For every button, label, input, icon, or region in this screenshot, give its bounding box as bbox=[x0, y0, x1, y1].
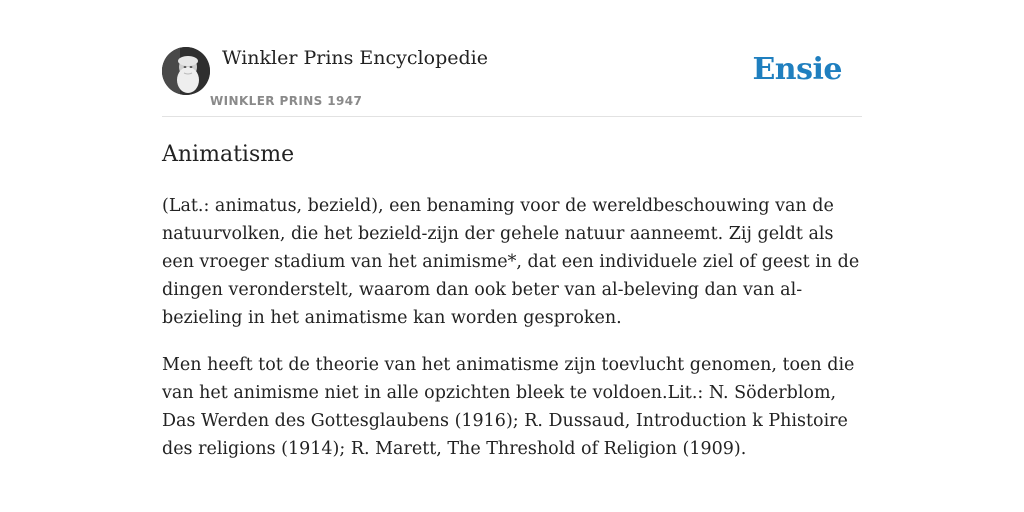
bearded-man-portrait-icon bbox=[162, 47, 210, 95]
article-paragraph: Men heeft tot de theorie van het animatisme zijn toevlucht genomen, toen die van het animisme niet in alle opzichten bleek te voldoen.Lit.: N. Söderblom, Das Werden des Gottesglaubens (1916); R. Dussaud, Introduction k Phistoire des religions (1914); R. Marett, The Threshold of Religion (1909). bbox=[162, 355, 855, 459]
page-title: Animatisme bbox=[162, 142, 295, 167]
brand-logo[interactable]: Ensie bbox=[752, 52, 842, 87]
article-body bbox=[162, 192, 862, 482]
avatar[interactable] bbox=[162, 47, 210, 95]
site-header bbox=[162, 44, 862, 117]
site-title[interactable]: Winkler Prins Encyclopedie bbox=[222, 47, 488, 69]
source-label[interactable]: WINKLER PRINS 1947 bbox=[210, 94, 363, 108]
article-paragraph: (Lat.: animatus, bezield), een benaming voor de wereldbeschouwing van de natuurvolken, die het bezield-zijn der gehele natuur aanneemt. Zij geldt als een vroeger stadium van het animisme*, dat een individuele ziel of geest in de dingen veronderstelt, waarom dan ook beter van al-beleving dan van al-bezieling in het animatisme kan worden gesproken. bbox=[162, 196, 860, 328]
